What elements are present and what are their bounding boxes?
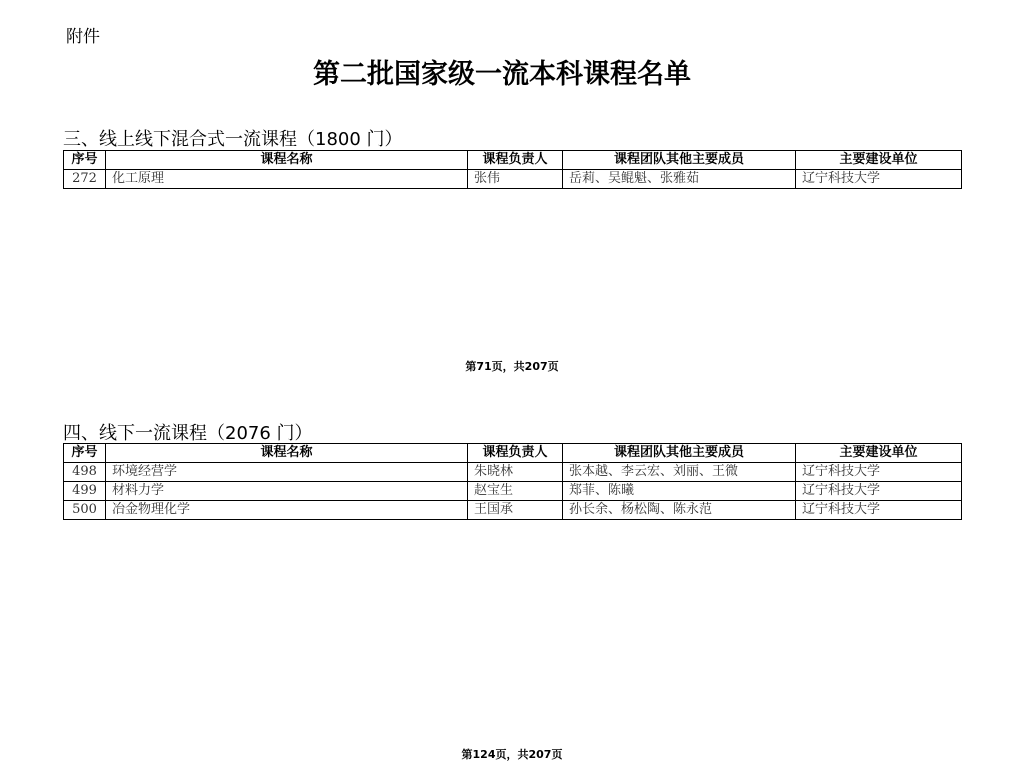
course-table-blended <box>63 150 962 189</box>
attachment-label: 附件 <box>66 27 100 47</box>
cell-no: 499 <box>64 482 106 501</box>
header-unit: 主要建设单位 <box>796 151 962 170</box>
header-lead: 课程负责人 <box>468 151 563 170</box>
cell-course-name: 材料力学 <box>106 482 468 501</box>
cell-no: 498 <box>64 463 106 482</box>
cell-course-name: 冶金物理化学 <box>106 501 468 520</box>
cell-no: 272 <box>64 170 106 189</box>
cell-lead: 王国承 <box>468 501 563 520</box>
section-title-offline: 四、线下一流课程（2076 门） <box>63 423 313 444</box>
cell-unit: 辽宁科技大学 <box>796 482 962 501</box>
cell-no: 500 <box>64 501 106 520</box>
cell-unit: 辽宁科技大学 <box>796 463 962 482</box>
header-no: 序号 <box>64 151 106 170</box>
cell-team: 岳莉、吴鲲魁、张雅茹 <box>563 170 796 189</box>
header-no: 序号 <box>64 444 106 463</box>
table-header-row <box>64 151 962 170</box>
header-team: 课程团队其他主要成员 <box>563 151 796 170</box>
table-row <box>64 463 962 482</box>
cell-lead: 张伟 <box>468 170 563 189</box>
cell-course-name: 化工原理 <box>106 170 468 189</box>
page-number: 第124页，共207页 <box>461 748 563 761</box>
header-course-name: 课程名称 <box>106 444 468 463</box>
table-header-row <box>64 444 962 463</box>
course-table-offline <box>63 443 962 520</box>
table-row <box>64 501 962 520</box>
section-title-blended: 三、线上线下混合式一流课程（1800 门） <box>63 129 403 150</box>
cell-course-name: 环境经营学 <box>106 463 468 482</box>
cell-team: 张本越、李云宏、刘丽、王微 <box>563 463 796 482</box>
table-row <box>64 170 962 189</box>
cell-lead: 朱晓林 <box>468 463 563 482</box>
page-number: 第71页，共207页 <box>465 360 559 373</box>
table-row <box>64 482 962 501</box>
header-team: 课程团队其他主要成员 <box>563 444 796 463</box>
cell-team: 孙长余、杨松陶、陈永范 <box>563 501 796 520</box>
header-unit: 主要建设单位 <box>796 444 962 463</box>
document-title: 第二批国家级一流本科课程名单 <box>313 59 691 90</box>
header-lead: 课程负责人 <box>468 444 563 463</box>
cell-lead: 赵宝生 <box>468 482 563 501</box>
header-course-name: 课程名称 <box>106 151 468 170</box>
cell-unit: 辽宁科技大学 <box>796 170 962 189</box>
cell-unit: 辽宁科技大学 <box>796 501 962 520</box>
cell-team: 郑菲、陈曦 <box>563 482 796 501</box>
